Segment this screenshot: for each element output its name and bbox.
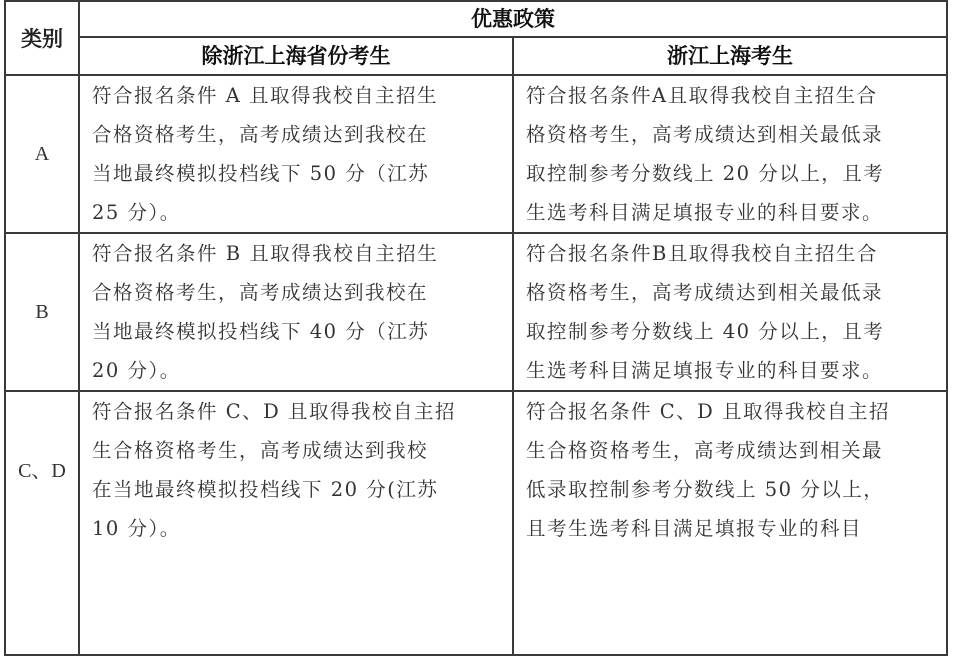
zjsh-policy-cell — [513, 391, 947, 655]
text-line: 生合格资格考生，高考成绩达到相关最 — [526, 439, 884, 462]
other-provinces-header: 除浙江上海省份考生 — [79, 37, 513, 75]
other-policy-cell — [79, 391, 513, 655]
text-line: 符合报名条件 A 且取得我校自主招生 — [92, 84, 438, 107]
policy-group-header: 优惠政策 — [79, 1, 947, 37]
text-line: 低录取控制参考分数线上 50 分以上， — [526, 478, 885, 501]
text-line: 在当地最终模拟投档线下 20 分(江苏 — [92, 478, 439, 501]
text-line: 25 分）。 — [92, 201, 181, 224]
text-line: 合格资格考生，高考成绩达到我校在 — [92, 281, 429, 304]
table-row — [5, 391, 947, 655]
text-line: 且考生选考科目满足填报专业的科目 — [526, 517, 863, 540]
category-header: 类别 — [5, 1, 79, 75]
text-line: 20 分）。 — [92, 359, 181, 382]
text-line: 符合报名条件A且取得我校自主招生合 — [526, 84, 878, 107]
text-line: 符合报名条件B且取得我校自主招生合 — [526, 242, 878, 265]
zhejiang-shanghai-header: 浙江上海考生 — [513, 37, 947, 75]
category-cell: A — [5, 75, 79, 233]
text-line: 取控制参考分数线上 40 分以上，且考 — [526, 320, 885, 343]
text-line: 10 分）。 — [92, 517, 181, 540]
table-row — [5, 233, 947, 391]
text-line: 生选考科目满足填报专业的科目要求。 — [526, 359, 884, 382]
zjsh-policy-cell — [513, 75, 947, 233]
text-line: 生合格资格考生，高考成绩达到我校 — [92, 439, 429, 462]
policy-table — [4, 0, 948, 656]
table-row — [5, 75, 947, 233]
other-policy-cell — [79, 75, 513, 233]
category-cell: B — [5, 233, 79, 391]
text-line: 生选考科目满足填报专业的科目要求。 — [526, 201, 884, 224]
text-line: 当地最终模拟投档线下 50 分（江苏 — [92, 162, 430, 185]
text-line: 格资格考生，高考成绩达到相关最低录 — [526, 123, 884, 146]
text-line: 合格资格考生，高考成绩达到我校在 — [92, 123, 429, 146]
text-line: 取控制参考分数线上 20 分以上，且考 — [526, 162, 885, 185]
text-line: 符合报名条件 B 且取得我校自主招生 — [92, 242, 439, 265]
other-policy-cell — [79, 233, 513, 391]
text-line: 符合报名条件 C、D 且取得我校自主招 — [92, 400, 456, 423]
category-cell: C、D — [5, 391, 79, 655]
zjsh-policy-cell — [513, 233, 947, 391]
text-line: 格资格考生，高考成绩达到相关最低录 — [526, 281, 884, 304]
text-line: 符合报名条件 C、D 且取得我校自主招 — [526, 400, 890, 423]
text-line: 当地最终模拟投档线下 40 分（江苏 — [92, 320, 430, 343]
